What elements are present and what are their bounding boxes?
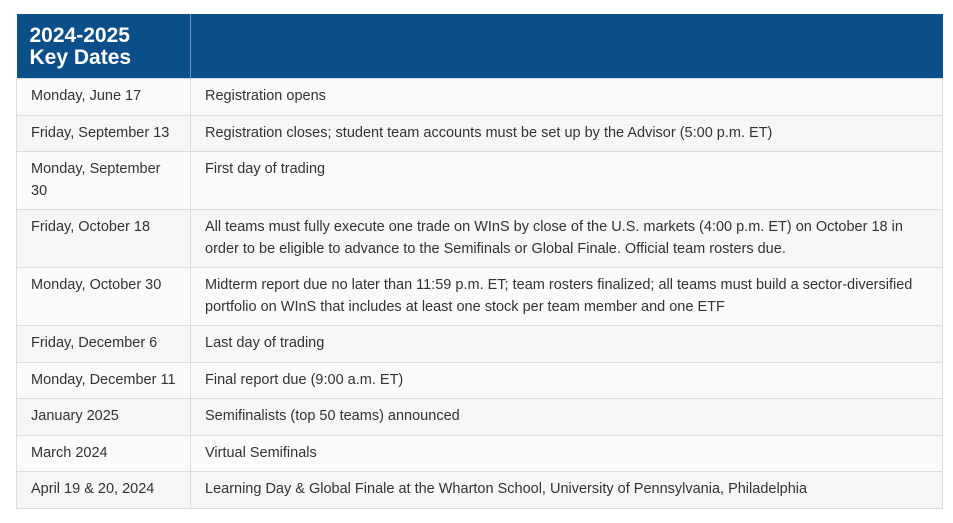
- row-date: Monday, October 30: [17, 268, 191, 326]
- table-row: [17, 115, 943, 152]
- row-date: Friday, September 13: [17, 115, 191, 152]
- row-date: Monday, June 17: [17, 79, 191, 116]
- row-date: Friday, December 6: [17, 326, 191, 363]
- key-dates-table: [16, 14, 943, 509]
- row-event: Midterm report due no later than 11:59 p.m. ET; team rosters finalized; all teams must build a sector-diversified portfolio on WInS that includes at least one stock per team member and one ETF: [191, 268, 943, 326]
- table-row: [17, 472, 943, 509]
- row-event: Virtual Semifinals: [191, 435, 943, 472]
- table-row: [17, 210, 943, 268]
- table-row: [17, 362, 943, 399]
- row-event: Registration closes; student team accounts must be set up by the Advisor (5:00 p.m. ET): [191, 115, 943, 152]
- row-event: First day of trading: [191, 152, 943, 210]
- header-title-cell: [17, 14, 191, 79]
- key-dates-table-container: [16, 14, 942, 509]
- row-date: January 2025: [17, 399, 191, 436]
- row-date: Monday, September 30: [17, 152, 191, 210]
- table-row: [17, 152, 943, 210]
- row-event: Final report due (9:00 a.m. ET): [191, 362, 943, 399]
- row-event: Last day of trading: [191, 326, 943, 363]
- row-date: April 19 & 20, 2024: [17, 472, 191, 509]
- table-header: [17, 14, 943, 79]
- table-row: [17, 79, 943, 116]
- table-row: [17, 435, 943, 472]
- row-event: All teams must fully execute one trade on WInS by close of the U.S. markets (4:00 p.m. ET) on October 18 in order to be eligible to advance to the Semifinals or Global Finale. Official team rosters due.: [191, 210, 943, 268]
- header-row: [17, 14, 943, 79]
- row-event: Learning Day & Global Finale at the Wharton School, University of Pennsylvania, Philadelphia: [191, 472, 943, 509]
- header-title-line2: Key Dates: [29, 46, 132, 69]
- table-row: [17, 326, 943, 363]
- row-date: March 2024: [17, 435, 191, 472]
- table-body: [17, 79, 943, 509]
- row-date: Monday, December 11: [17, 362, 191, 399]
- row-event: Semifinalists (top 50 teams) announced: [191, 399, 943, 436]
- row-event: Registration opens: [191, 79, 943, 116]
- header-empty-cell: [191, 14, 943, 79]
- table-row: [17, 268, 943, 326]
- row-date: Friday, October 18: [17, 210, 191, 268]
- table-row: [17, 399, 943, 436]
- header-title-line1: 2024-2025: [29, 24, 130, 47]
